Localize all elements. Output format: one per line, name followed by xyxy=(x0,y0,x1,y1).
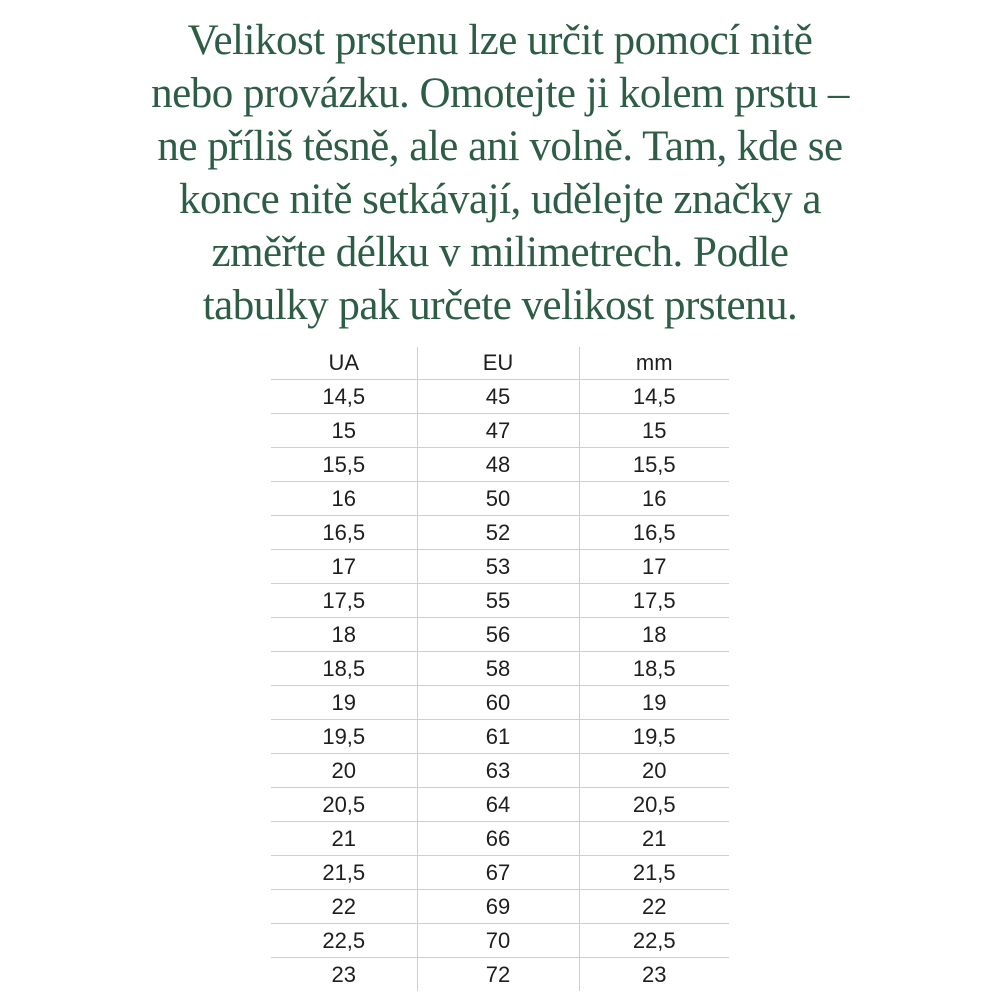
table-cell: 48 xyxy=(417,448,579,482)
table-cell: 52 xyxy=(417,516,579,550)
table-row xyxy=(271,890,729,924)
table-cell: 60 xyxy=(417,686,579,720)
table-row xyxy=(271,958,729,992)
table-cell: 23 xyxy=(642,962,667,987)
table-row xyxy=(271,652,729,686)
table-cell: 15,5 xyxy=(579,448,729,482)
table-cell: 15 xyxy=(271,414,417,448)
table-cell: 21,5 xyxy=(579,856,729,890)
table-cell: 21,5 xyxy=(271,856,417,890)
table-cell: 17,5 xyxy=(579,584,729,618)
table-cell: 23 xyxy=(271,958,417,992)
intro-line: tabulky pak určete velikost prstenu. xyxy=(202,282,798,329)
table-cell: 55 xyxy=(417,584,579,618)
intro-line: nebo provázku. Omotejte ji kolem prstu – xyxy=(151,70,849,117)
table-row xyxy=(271,516,729,550)
table-cell: 22 xyxy=(271,890,417,924)
table-cell: 53 xyxy=(417,550,579,584)
table-cell: 22,5 xyxy=(579,924,729,958)
table-cell: 61 xyxy=(417,720,579,754)
table-body xyxy=(271,380,729,992)
column-header: UA xyxy=(271,347,417,380)
table-cell: 14,5 xyxy=(579,380,729,414)
table-cell: 66 xyxy=(417,822,579,856)
table-cell: 21 xyxy=(271,822,417,856)
table-cell: 17 xyxy=(579,550,729,584)
table-cell: 47 xyxy=(417,414,579,448)
table-cell: 18 xyxy=(271,618,417,652)
table-cell: 18,5 xyxy=(271,652,417,686)
table-cell: 70 xyxy=(417,924,579,958)
table-cell: 20,5 xyxy=(579,788,729,822)
table-cell: 45 xyxy=(417,380,579,414)
table-row xyxy=(271,414,729,448)
table-cell: 17 xyxy=(271,550,417,584)
table-cell: 20,5 xyxy=(271,788,417,822)
column-header: EU xyxy=(417,347,579,380)
table-cell: 16,5 xyxy=(579,516,729,550)
intro-line: Velikost prstenu lze určit pomocí nitě xyxy=(187,17,813,64)
table-cell: 17,5 xyxy=(271,584,417,618)
table-row xyxy=(271,686,729,720)
table-cell: 16,5 xyxy=(271,516,417,550)
table-cell: 19 xyxy=(579,686,729,720)
table-row xyxy=(271,380,729,414)
column-header: mm xyxy=(579,347,729,380)
intro-line: konce nitě setkávají, udělejte značky a xyxy=(179,176,821,223)
table-cell: 58 xyxy=(417,652,579,686)
table-cell: 15 xyxy=(579,414,729,448)
table-row xyxy=(271,720,729,754)
intro-line: změřte délku v milimetrech. Podle xyxy=(211,229,789,276)
table-cell: 20 xyxy=(579,754,729,788)
table-cell: 15,5 xyxy=(271,448,417,482)
table-row xyxy=(271,856,729,890)
table-cell: 69 xyxy=(417,890,579,924)
table-row xyxy=(271,618,729,652)
table-cell: 16 xyxy=(579,482,729,516)
table-row xyxy=(271,550,729,584)
table-cell: 14,5 xyxy=(271,380,417,414)
table-row xyxy=(271,924,729,958)
table-row xyxy=(271,482,729,516)
table-cell: 22 xyxy=(579,890,729,924)
table-row xyxy=(271,822,729,856)
intro-text xyxy=(0,0,1000,332)
table-row xyxy=(271,788,729,822)
table-cell: 18,5 xyxy=(579,652,729,686)
table-row xyxy=(271,584,729,618)
table-cell: 18 xyxy=(579,618,729,652)
table-cell: 56 xyxy=(417,618,579,652)
table-cell: 19,5 xyxy=(579,720,729,754)
table-row xyxy=(271,754,729,788)
table-cell: 19 xyxy=(271,686,417,720)
table-cell: 63 xyxy=(417,754,579,788)
table-row xyxy=(271,448,729,482)
table-cell: 50 xyxy=(417,482,579,516)
table-header-row xyxy=(271,347,729,380)
table-cell: 22,5 xyxy=(271,924,417,958)
table-cell: 64 xyxy=(417,788,579,822)
table-cell: 72 xyxy=(417,958,579,992)
intro-line: ne příliš těsně, ale ani volně. Tam, kde se xyxy=(157,123,843,170)
table-cell: 19,5 xyxy=(271,720,417,754)
table-cell: 20 xyxy=(271,754,417,788)
table-cell: 16 xyxy=(271,482,417,516)
table-cell: 67 xyxy=(417,856,579,890)
ring-size-table xyxy=(271,347,729,991)
table-cell: 21 xyxy=(579,822,729,856)
